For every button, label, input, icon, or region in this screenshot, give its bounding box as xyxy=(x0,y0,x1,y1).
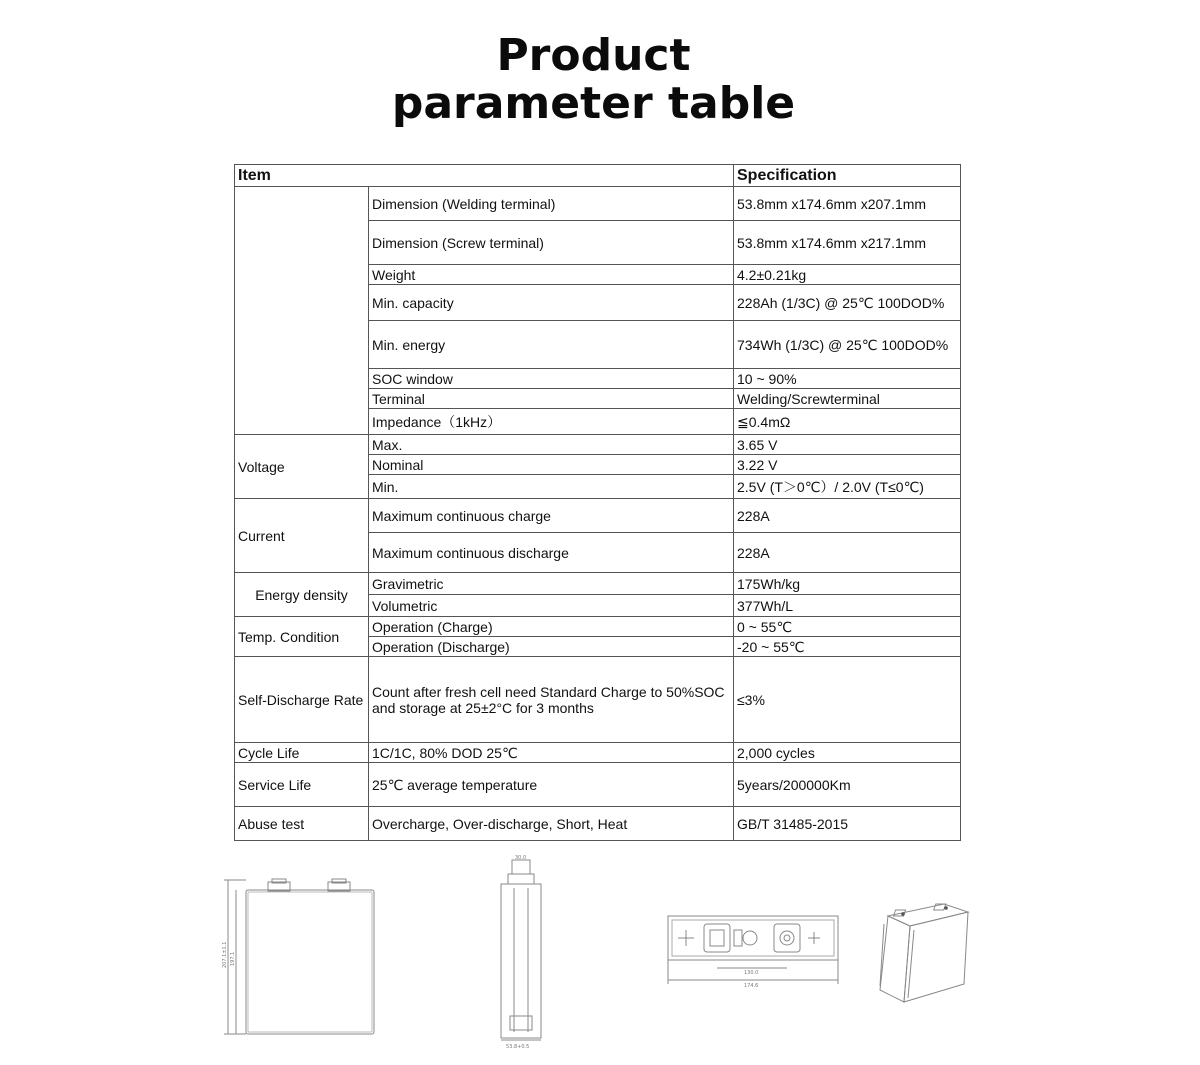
table-row xyxy=(235,573,961,595)
group-label-self-discharge: Self-Discharge Rate xyxy=(235,657,369,743)
group-label-voltage: Voltage xyxy=(235,435,369,499)
row-value: 175Wh/kg xyxy=(734,573,961,595)
row-name: Min. xyxy=(369,475,734,499)
row-value: 53.8mm x174.6mm x207.1mm xyxy=(734,187,961,221)
row-name: Maximum continuous discharge xyxy=(369,533,734,573)
top-dim-2: 174.6 xyxy=(744,983,759,989)
table-row xyxy=(235,763,961,807)
group-label-abuse-test: Abuse test xyxy=(235,807,369,841)
row-value: 3.22 V xyxy=(734,455,961,475)
header-specification: Specification xyxy=(734,165,961,187)
group-label-current: Current xyxy=(235,499,369,573)
row-name: Volumetric xyxy=(369,595,734,617)
table-row xyxy=(235,187,961,221)
title-line-1: Product xyxy=(496,30,691,81)
basic-group-cell xyxy=(235,187,369,435)
table-header-row xyxy=(235,165,961,187)
row-value: 0 ~ 55℃ xyxy=(734,617,961,637)
row-value: ≦0.4mΩ xyxy=(734,409,961,435)
top-dim-1: 130.0 xyxy=(744,970,759,976)
parameter-table xyxy=(234,164,961,841)
row-name: Operation (Charge) xyxy=(369,617,734,637)
row-value: 377Wh/L xyxy=(734,595,961,617)
row-value: GB/T 31485-2015 xyxy=(734,807,961,841)
table-row xyxy=(235,617,961,637)
row-name: Overcharge, Over-discharge, Short, Heat xyxy=(369,807,734,841)
row-name: Terminal xyxy=(369,389,734,409)
table-row xyxy=(235,807,961,841)
row-value: 4.2±0.21kg xyxy=(734,265,961,285)
row-name: Max. xyxy=(369,435,734,455)
page-title xyxy=(0,32,1187,128)
row-value: Welding/Screwterminal xyxy=(734,389,961,409)
row-value: 228A xyxy=(734,499,961,533)
front-dim-2: 197.1 xyxy=(230,951,236,966)
row-name: Gravimetric xyxy=(369,573,734,595)
row-value: 228A xyxy=(734,533,961,573)
table-row xyxy=(235,743,961,763)
row-value: 5years/200000Km xyxy=(734,763,961,807)
row-name: Min. energy xyxy=(369,321,734,369)
side-dim-bottom: 53.8+0.5 xyxy=(506,1044,530,1050)
header-item: Item xyxy=(235,165,734,187)
row-value: ≤3% xyxy=(734,657,961,743)
row-name: 1C/1C, 80% DOD 25℃ xyxy=(369,743,734,763)
group-label-service-life: Service Life xyxy=(235,763,369,807)
group-label-temp-condition: Temp. Condition xyxy=(235,617,369,657)
row-value: 734Wh (1/3C) @ 25℃ 100DOD% xyxy=(734,321,961,369)
table-row xyxy=(235,435,961,455)
front-dim-1: 207.1±1.1 xyxy=(222,941,228,968)
table-row xyxy=(235,657,961,743)
row-name: Weight xyxy=(369,265,734,285)
row-name: Nominal xyxy=(369,455,734,475)
side-dim-top: 30.0 xyxy=(515,855,527,861)
table-row xyxy=(235,499,961,533)
row-name: Dimension (Welding terminal) xyxy=(369,187,734,221)
group-label-energy-density: Energy density xyxy=(235,573,369,617)
row-value: 10 ~ 90% xyxy=(734,369,961,389)
row-value: 2,000 cycles xyxy=(734,743,961,763)
row-value: 53.8mm x174.6mm x217.1mm xyxy=(734,221,961,265)
side-view-drawing xyxy=(492,854,552,1054)
row-name: Count after fresh cell need Standard Charge to 50%SOC and storage at 25±2°C for 3 months xyxy=(369,657,734,743)
front-view-drawing xyxy=(220,872,380,1042)
title-line-2: parameter table xyxy=(391,78,796,129)
row-name: Dimension (Screw terminal) xyxy=(369,221,734,265)
row-value: 228Ah (1/3C) @ 25℃ 100DOD% xyxy=(734,285,961,321)
top-view-drawing xyxy=(664,906,844,996)
row-value: -20 ~ 55℃ xyxy=(734,637,961,657)
row-name: Impedance（1kHz） xyxy=(369,409,734,435)
row-name: Min. capacity xyxy=(369,285,734,321)
row-name: SOC window xyxy=(369,369,734,389)
row-name: Operation (Discharge) xyxy=(369,637,734,657)
row-value: 2.5V (T＞0℃）/ 2.0V (T≤0℃) xyxy=(734,475,961,499)
isometric-view-drawing xyxy=(874,898,974,1008)
group-label-cycle-life: Cycle Life xyxy=(235,743,369,763)
row-name: 25℃ average temperature xyxy=(369,763,734,807)
technical-drawings xyxy=(0,850,1200,1060)
row-value: 3.65 V xyxy=(734,435,961,455)
row-name: Maximum continuous charge xyxy=(369,499,734,533)
